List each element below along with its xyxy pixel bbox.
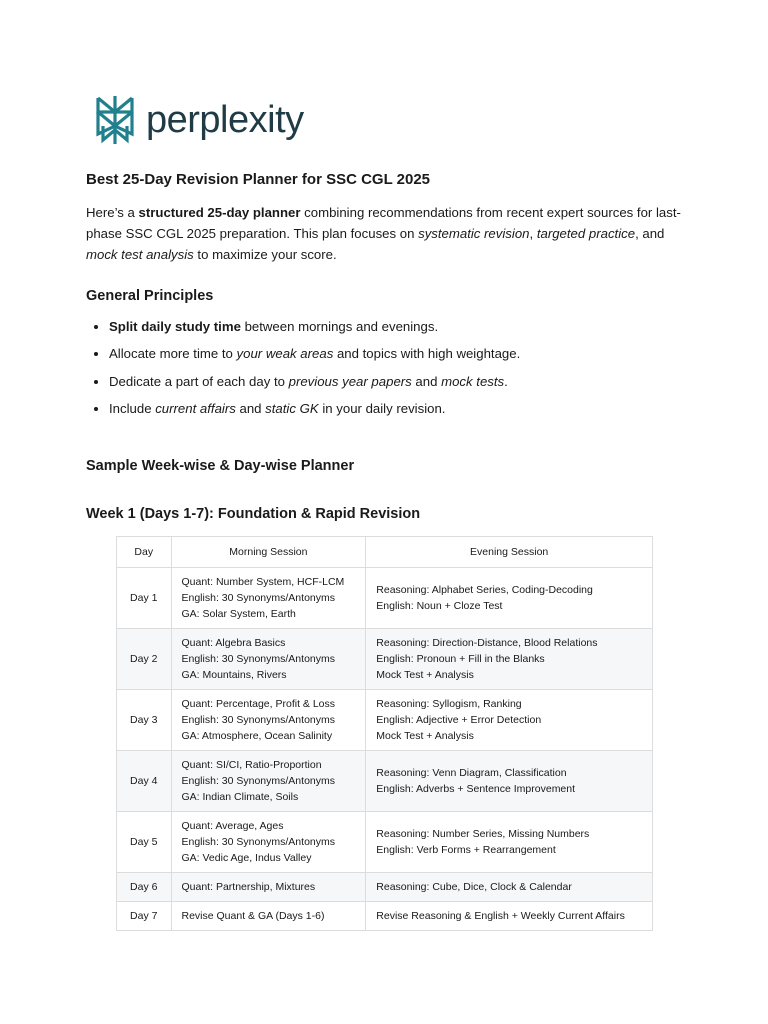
principle-3-text: Dedicate a part of each day to xyxy=(109,373,289,389)
day-cell: Day 7 xyxy=(117,902,172,931)
morning-cell xyxy=(171,568,366,629)
cell-line: Quant: SI/CI, Ratio-Proportion xyxy=(181,759,322,771)
perplexity-logo-icon xyxy=(94,94,136,146)
intro-bold-1: structured 25-day planner xyxy=(138,205,301,220)
cell-line: English: 30 Synonyms/Antonyms xyxy=(181,836,335,848)
column-header-day: Day xyxy=(117,537,172,568)
list-item xyxy=(109,344,520,371)
page-title: Best 25-Day Revision Planner for SSC CGL 2025 xyxy=(86,171,431,188)
intro-paragraph xyxy=(86,202,686,265)
cell-line: Quant: Percentage, Profit & Loss xyxy=(181,698,336,710)
evening-cell xyxy=(366,629,653,690)
principle-2-italic: your weak areas xyxy=(236,346,334,362)
principle-1-text: between mornings and evenings. xyxy=(240,319,439,334)
principle-4-italic-2: static GK xyxy=(265,401,319,417)
table-row xyxy=(117,751,653,812)
cell-line: English: 30 Synonyms/Antonyms xyxy=(181,653,335,665)
principle-2-text-2: and topics with high weightage. xyxy=(333,346,521,362)
week-1-table xyxy=(116,536,653,931)
planner-heading: Sample Week-wise & Day-wise Planner xyxy=(86,458,355,474)
list-item xyxy=(109,399,520,426)
morning-cell xyxy=(171,902,366,931)
day-cell: Day 6 xyxy=(117,873,172,902)
cell-line: Mock Test + Analysis xyxy=(376,669,474,681)
cell-line: GA: Mountains, Rivers xyxy=(181,669,287,681)
morning-cell xyxy=(171,690,366,751)
logo-wordmark: perplexity xyxy=(146,99,304,141)
cell-line: Revise Reasoning & English + Weekly Current Affairs xyxy=(376,910,625,922)
cell-line: English: Adjective + Error Detection xyxy=(376,714,542,726)
cell-line: Reasoning: Cube, Dice, Clock & Calendar xyxy=(376,881,572,893)
perplexity-logo xyxy=(94,94,304,146)
cell-line: Quant: Number System, HCF-LCM xyxy=(181,576,345,588)
principle-3-italic: previous year papers xyxy=(288,373,412,389)
evening-cell xyxy=(366,812,653,873)
principle-3-text-3: . xyxy=(504,373,508,389)
day-cell: Day 5 xyxy=(117,812,172,873)
table-row xyxy=(117,812,653,873)
principles-heading: General Principles xyxy=(86,288,214,304)
cell-line: English: 30 Synonyms/Antonyms xyxy=(181,714,335,726)
principle-4-italic: current affairs xyxy=(155,401,236,417)
evening-cell xyxy=(366,690,653,751)
evening-cell xyxy=(366,568,653,629)
week-1-heading: Week 1 (Days 1-7): Foundation & Rapid Revision xyxy=(86,506,421,522)
intro-italic-1: systematic revision xyxy=(418,226,530,241)
cell-line: English: Pronoun + Fill in the Blanks xyxy=(376,653,545,665)
cell-line: Reasoning: Alphabet Series, Coding-Decoding xyxy=(376,584,593,596)
cell-line: English: 30 Synonyms/Antonyms xyxy=(181,775,335,787)
day-cell: Day 2 xyxy=(117,629,172,690)
intro-text-3: , xyxy=(529,226,537,241)
principle-4-text-3: in your daily revision. xyxy=(318,401,446,417)
cell-line: GA: Vedic Age, Indus Valley xyxy=(181,852,312,864)
morning-cell xyxy=(171,751,366,812)
cell-line: Reasoning: Syllogism, Ranking xyxy=(376,698,522,710)
cell-line: Quant: Algebra Basics xyxy=(181,637,286,649)
cell-line: Quant: Average, Ages xyxy=(181,820,284,832)
principle-4-text-2: and xyxy=(235,401,266,417)
cell-line: GA: Indian Climate, Soils xyxy=(181,791,299,803)
principle-3-italic-2: mock tests xyxy=(441,373,505,389)
intro-text-2: combining recommendations from recent expert sources for last-phase SSC CGL 2025 preparation. This plan focuses on xyxy=(86,205,681,241)
principle-1-bold: Split daily study time xyxy=(109,319,241,334)
intro-text-4: , and xyxy=(635,226,665,241)
evening-cell xyxy=(366,902,653,931)
cell-line: Revise Quant & GA (Days 1-6) xyxy=(181,910,325,922)
cell-line: Quant: Partnership, Mixtures xyxy=(181,881,316,893)
evening-cell xyxy=(366,873,653,902)
intro-italic-2: targeted practice xyxy=(536,226,636,241)
cell-line: English: Adverbs + Sentence Improvement xyxy=(376,783,576,795)
day-cell: Day 1 xyxy=(117,568,172,629)
table-header-row xyxy=(117,537,653,568)
day-cell: Day 3 xyxy=(117,690,172,751)
column-header-morning: Morning Session xyxy=(171,537,366,568)
cell-line: GA: Atmosphere, Ocean Salinity xyxy=(181,730,333,742)
column-header-evening: Evening Session xyxy=(366,537,653,568)
intro-text-1: Here’s a xyxy=(86,205,139,220)
evening-cell xyxy=(366,751,653,812)
cell-line: Reasoning: Direction-Distance, Blood Relations xyxy=(376,637,598,649)
table-row xyxy=(117,902,653,931)
cell-line: English: Noun + Cloze Test xyxy=(376,600,503,612)
table-row xyxy=(117,690,653,751)
cell-line: English: 30 Synonyms/Antonyms xyxy=(181,592,335,604)
cell-line: Reasoning: Venn Diagram, Classification xyxy=(376,767,567,779)
list-item xyxy=(109,317,520,344)
cell-line: Reasoning: Number Series, Missing Numbers xyxy=(376,828,590,840)
table-row xyxy=(117,629,653,690)
table-row xyxy=(117,873,653,902)
cell-line: English: Verb Forms + Rearrangement xyxy=(376,844,556,856)
table-row xyxy=(117,568,653,629)
list-item xyxy=(109,372,520,399)
intro-text-5: to maximize your score. xyxy=(193,247,337,262)
cell-line: GA: Solar System, Earth xyxy=(181,608,296,620)
principle-3-text-2: and xyxy=(411,373,442,389)
principle-2-text: Allocate more time to xyxy=(109,346,237,362)
morning-cell xyxy=(171,873,366,902)
principles-list xyxy=(86,317,520,427)
cell-line: Mock Test + Analysis xyxy=(376,730,474,742)
morning-cell xyxy=(171,812,366,873)
principle-4-text: Include xyxy=(109,401,156,417)
day-cell: Day 4 xyxy=(117,751,172,812)
intro-italic-3: mock test analysis xyxy=(86,247,194,262)
morning-cell xyxy=(171,629,366,690)
